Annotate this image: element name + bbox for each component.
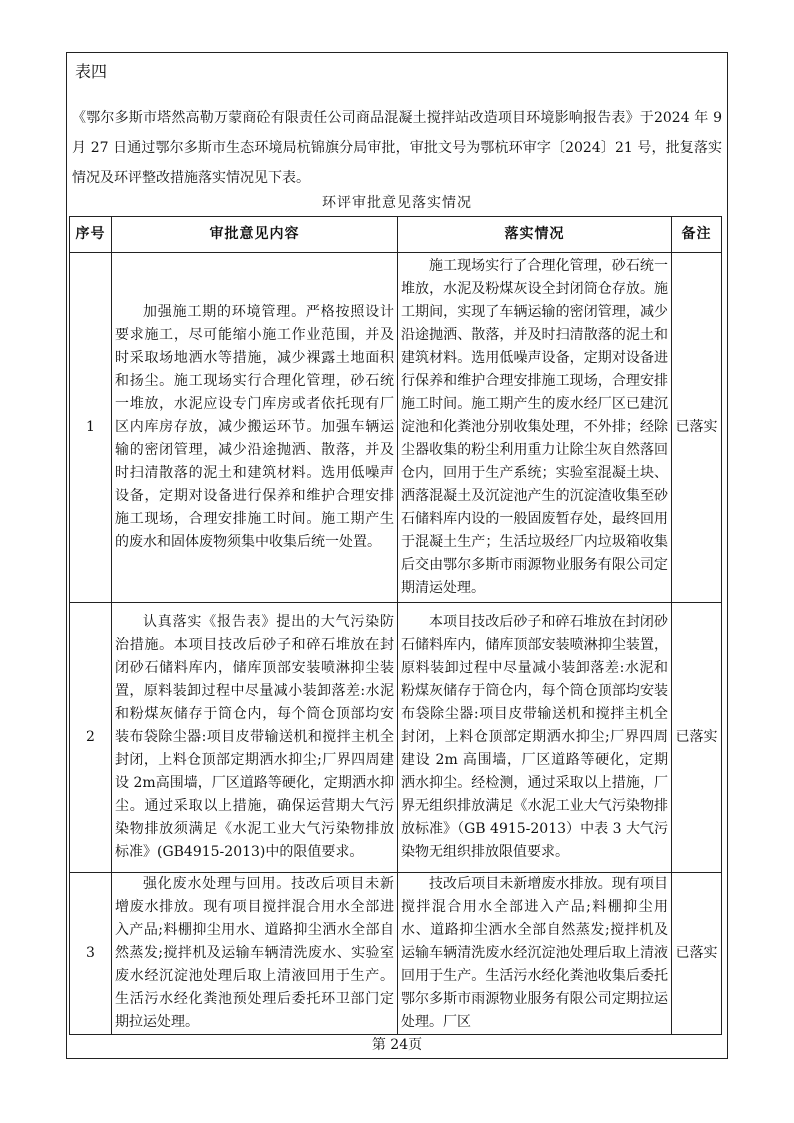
row-opinion — [112, 873, 398, 1035]
row-note: 已落实 — [672, 873, 722, 1035]
row-opinion — [112, 253, 398, 603]
table-caption: 环评审批意见落实情况 — [322, 195, 472, 211]
intro-text: 《鄂尔多斯市塔然高勒万蒙商砼有限责任公司商品混凝土搅拌站改造项目环境影响报告表》于2024 年 9 月 27 日通过鄂尔多斯市生态环境局杭锦旗分局审批，审批文号为鄂杭环审字〔2024〕21 号，批复落实情况及环评整改措施落实情况见下表。 — [72, 110, 722, 186]
row-opinion-text: 强化废水处理与回用。技改后项目未新增废水排放。现有项目搅拌混合用水全部进入产品;料棚抑尘用水、道路抑尘洒水全部自然蒸发;搅拌机及运输车辆清洗废水、实验室废水经沉淀池处理后取上清液回用于生产。生活污水经化粪池预处理后委托环卫部门定期拉运处理。 — [115, 876, 394, 1030]
col-header-num: 序号 — [70, 217, 112, 253]
col-header-implementation: 落实情况 — [398, 217, 672, 253]
row-implementation — [398, 603, 672, 873]
row-num: 2 — [70, 603, 112, 873]
col-header-note: 备注 — [672, 217, 722, 253]
page-number: 第 24页 — [371, 1037, 423, 1053]
row-note: 已落实 — [672, 603, 722, 873]
table-row — [70, 873, 722, 1035]
table-row — [70, 603, 722, 873]
row-implementation-text: 本项目技改后砂子和碎石堆放在封闭砂石储料库内，储库顶部安装喷淋抑尘装置，原料装卸过程中尽量减小装卸落差:水泥和粉煤灰储存于筒仓内，每个筒仓顶部均安装布袋除尘器:项目皮带输送机和搅拌主机全封闭，上料仓顶部定期洒水抑尘;厂界四周建设 2m 高围墙，厂区道路等硬化，定期洒水抑尘。经检测，通过采取以上措施，厂界无组织排放满足《水泥工业大气污染物排放标准》（GB 4915-2013）中表 3 大气污染物无组织排放限值要求。 — [401, 614, 668, 860]
row-implementation-text: 施工现场实行了合理化管理，砂石统一堆放，水泥及粉煤灰设全封闭筒仓存放。施工期间，实现了车辆运输的密闭管理，减少沿途抛洒、散落，并及时扫清散落的泥土和建筑材料。选用低噪声设备，定期对设备进行保养和维护合理安排施工现场，合理安排施工时间。施工期产生的废水经厂区已建沉淀池和化粪池分别收集处理，不外排；经除尘器收集的粉尘利用重力让除尘灰自然落回仓内，回用于生产系统；实验室混凝土块、洒落混凝土及沉淀池产生的沉淀渣收集至砂石储料库内设的一般固废暂存处，最终回用于混凝土生产；生活垃圾经厂内垃圾箱收集后交由鄂尔多斯市雨源物业服务有限公司定期清运处理。 — [401, 258, 668, 596]
row-opinion-text: 认真落实《报告表》提出的大气污染防治措施。本项目技改后砂子和碎石堆放在封闭砂石储料库内，储库顶部安装喷淋抑尘装置，原料装卸过程中尽量减小装卸落差:水泥和粉煤灰储存于筒仓内，每个筒仓顶部均安装布袋除尘器:项目皮带输送机和搅拌主机全封闭，上料仓顶部定期洒水抑尘;厂界四周建设 2m高围墙，厂区道路等硬化，定期洒水抑尘。通过采取以上措施，确保运营期大气污染物排放须满足《水泥工业大气污染物排放标准》(GB4915-2013)中的限值要求。 — [115, 614, 394, 860]
row-implementation-text: 技改后项目未新增废水排放。现有项目搅拌混合用水全部进入产品;料棚抑尘用水、道路抑尘洒水全部自然蒸发;搅拌机及运输车辆清洗废水经沉淀池处理后取上清液回用于生产。生活污水经化粪池收集后委托鄂尔多斯市雨源物业服务有限公司定期拉运处理。厂区 — [401, 876, 668, 1030]
row-opinion-text: 加强施工期的环境管理。严格按照设计要求施工，尽可能缩小施工作业范围，并及时采取场地洒水等措施，减少裸露土地面积和扬尘。施工现场实行合理化管理，砂石统一堆放，水泥应设专门库房或者依托现有厂区内库房存放，减少搬运环节。加强车辆运输的密闭管理，减少沿途抛洒、散落，并及时扫清散落的泥土和建筑材料。选用低噪声设备，定期对设备进行保养和维护合理安排施工现场，合理安排施工时间。施工期产生的废水和固体废物须集中收集后统一处置。 — [115, 304, 394, 550]
row-num: 1 — [70, 253, 112, 603]
row-opinion — [112, 603, 398, 873]
intro-paragraph — [72, 103, 722, 193]
row-note: 已落实 — [672, 253, 722, 603]
col-header-opinion: 审批意见内容 — [112, 217, 398, 253]
row-implementation — [398, 873, 672, 1035]
section-label: 表四 — [75, 62, 108, 81]
row-implementation — [398, 253, 672, 603]
approval-table — [69, 216, 722, 1035]
row-num: 3 — [70, 873, 112, 1035]
table-header-row — [70, 217, 722, 253]
table-row — [70, 253, 722, 603]
